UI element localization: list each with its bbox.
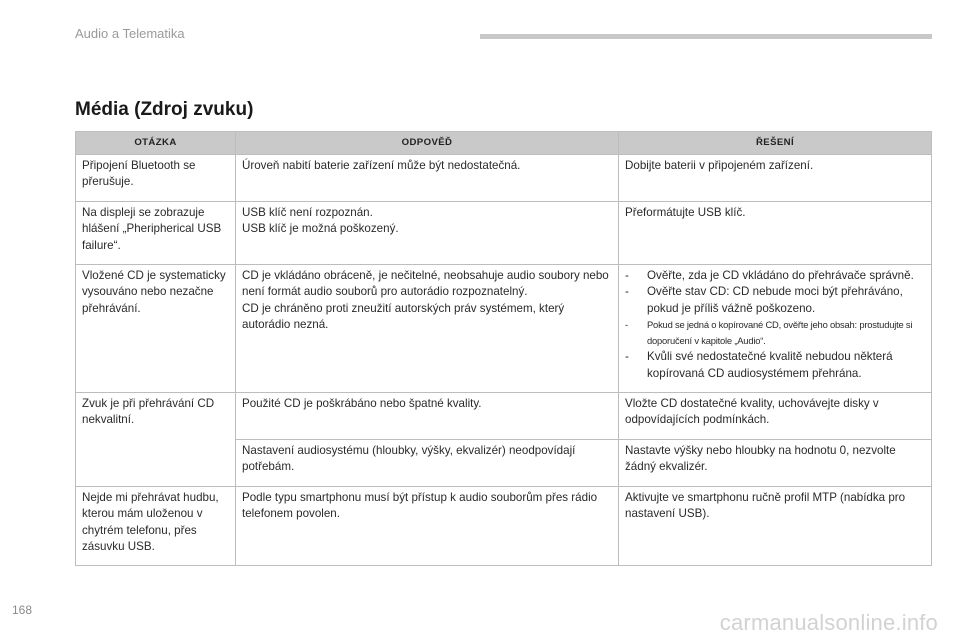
answer-cell	[236, 201, 619, 264]
section-header: Audio a Telematika	[75, 26, 185, 41]
answer-line: CD je chráněno proti zneužití autorských práv systémem, který autorádio nezná.	[242, 301, 565, 332]
faq-table	[75, 131, 932, 566]
column-header-question: OTÁZKA	[76, 132, 236, 155]
column-header-solution: ŘEŠENÍ	[619, 132, 932, 155]
table-header-row	[76, 132, 932, 155]
question-cell: Nejde mi přehrávat hudbu, kterou mám uloženou v chytrém telefonu, přes zásuvku USB.	[76, 486, 236, 566]
answer-line: CD je vkládáno obráceně, je nečitelné, neobsahuje audio soubory nebo není formát audio souborů pro autorádio rozpoznatelný.	[242, 269, 609, 299]
solution-cell	[619, 265, 932, 393]
table-row	[76, 265, 932, 393]
solution-bullet: - Ověřte stav CD: CD nebude moci být přehráváno, pokud je příliš vážně poškozeno.	[625, 284, 925, 317]
page-number: 168	[12, 603, 33, 617]
question-cell: Připojení Bluetooth se přerušuje.	[76, 155, 236, 202]
answer-cell: Nastavení audiosystému (hloubky, výšky, ekvalizér) neodpovídají potřebám.	[236, 439, 619, 486]
page-title: Média (Zdroj zvuku)	[75, 99, 254, 120]
solution-cell: Nastavte výšky nebo hloubky na hodnotu 0, nezvolte žádný ekvalizér.	[619, 439, 932, 486]
answer-line: USB klíč je možná poškozený.	[242, 222, 399, 236]
answer-cell	[236, 265, 619, 393]
watermark: carmanualsonline.info	[719, 610, 938, 635]
solution-bullet-list	[625, 268, 925, 382]
answer-cell: Podle typu smartphonu musí být přístup k audio souborům přes rádio telefonem povolen.	[236, 486, 619, 566]
header-divider-bar	[480, 34, 932, 39]
solution-cell: Přeformátujte USB klíč.	[619, 201, 932, 264]
solution-cell: Vložte CD dostatečné kvality, uchovávejte disky v odpovídajících podmínkách.	[619, 393, 932, 440]
solution-bullet: - Kvůli své nedostatečné kvalitě nebudou některá kopírovaná CD audiosystémem přehrána.	[625, 349, 925, 382]
answer-line: USB klíč není rozpoznán.	[242, 205, 373, 219]
table-row	[76, 155, 932, 202]
table-row	[76, 393, 932, 440]
question-cell: Vložené CD je systematicky vysouváno nebo nezačne přehrávání.	[76, 265, 236, 393]
solution-bullet: - Pokud se jedná o kopírované CD, ověřte jeho obsah: prostudujte si doporučení v kapitole „Audio“.	[625, 317, 925, 349]
question-cell: Na displeji se zobrazuje hlášení „Pheripherical USB failure“.	[76, 201, 236, 264]
table-row	[76, 486, 932, 566]
solution-cell: Dobijte baterii v připojeném zařízení.	[619, 155, 932, 202]
answer-cell: Použité CD je poškrábáno nebo špatné kvality.	[236, 393, 619, 440]
solution-cell: Aktivujte ve smartphonu ručně profil MTP (nabídka pro nastavení USB).	[619, 486, 932, 566]
table-row	[76, 201, 932, 264]
answer-cell: Úroveň nabití baterie zařízení může být nedostatečná.	[236, 155, 619, 202]
column-header-answer: ODPOVĚĎ	[236, 132, 619, 155]
solution-bullet: - Ověřte, zda je CD vkládáno do přehrávače správně.	[625, 268, 925, 284]
question-cell: Zvuk je při přehrávání CD nekvalitní.	[76, 393, 236, 487]
